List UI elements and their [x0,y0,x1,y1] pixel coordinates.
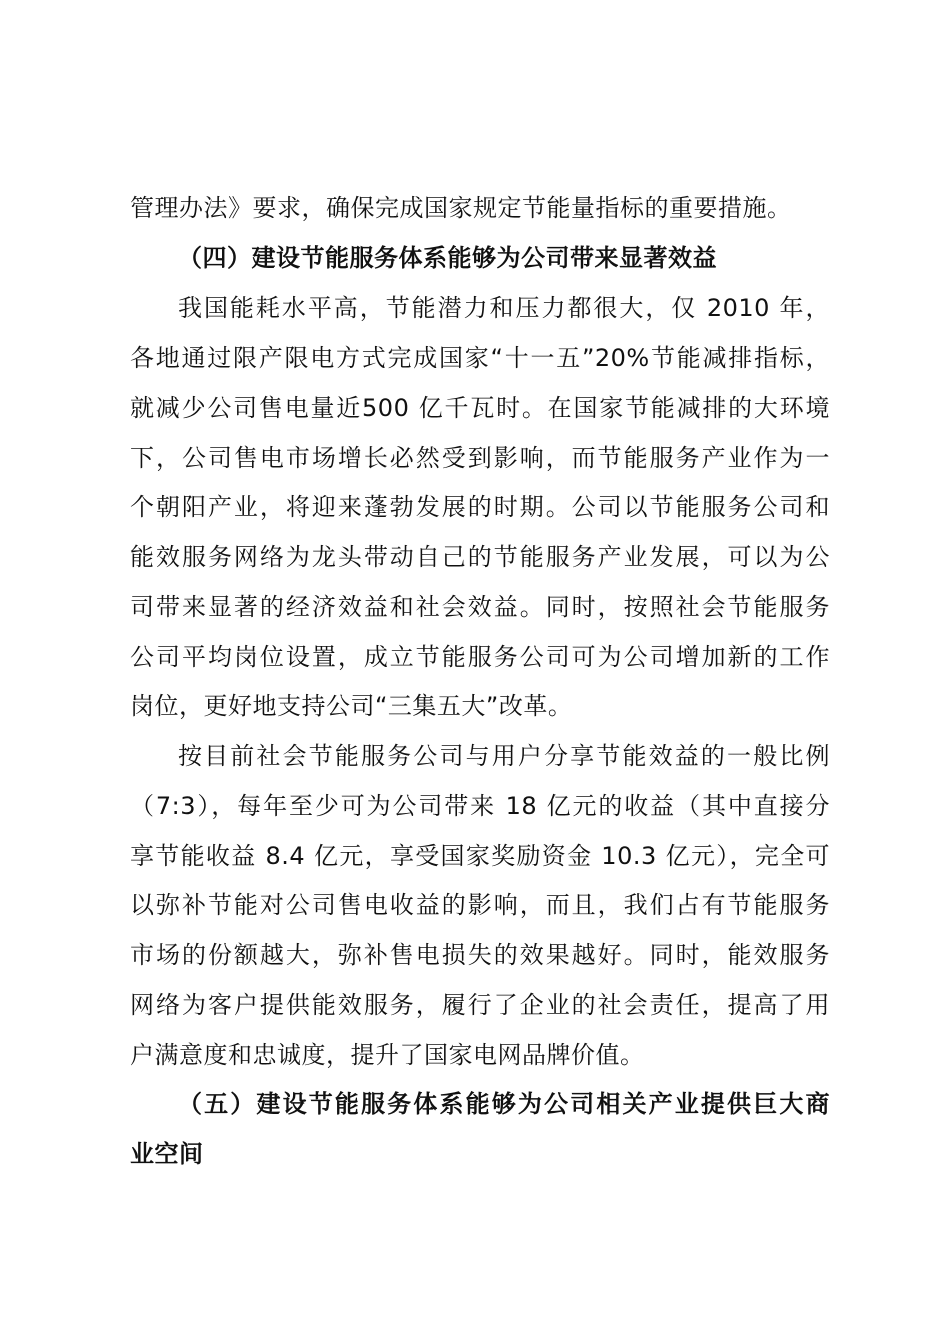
paragraph-line: 管理办法》要求，确保完成国家规定节能量指标的重要措施。 [130,194,792,222]
section-heading-5: （五）建设节能服务体系能够为公司相关产业提供巨大商 [178,1090,830,1118]
paragraph-line: 以弥补节能对公司售电收益的影响，而且，我们占有节能服务 [130,891,830,919]
paragraph-line: 享节能收益 8.4 亿元，享受国家奖励资金 10.3 亿元），完全可 [130,842,830,870]
paragraph-line: 网络为客户提供能效服务，履行了企业的社会责任，提高了用 [130,991,830,1019]
paragraph-line: 按目前社会节能服务公司与用户分享节能效益的一般比例 [178,742,830,770]
paragraph-line: 个朝阳产业，将迎来蓬勃发展的时期。公司以节能服务公司和 [130,493,830,521]
section-heading-5-continued: 业空间 [130,1140,204,1168]
paragraph-line: 我国能耗水平高，节能潜力和压力都很大，仅 2010 年， [178,294,830,322]
paragraph-line: 市场的份额越大，弥补售电损失的效果越好。同时，能效服务 [130,941,830,969]
paragraph-line: 户满意度和忠诚度，提升了国家电网品牌价值。 [130,1041,645,1069]
paragraph-line: 能效服务网络为龙头带动自己的节能服务产业发展，可以为公 [130,543,830,571]
paragraph-line: （7:3），每年至少可为公司带来 18 亿元的收益（其中直接分 [130,792,830,820]
paragraph-line: 岗位，更好地支持公司“三集五大”改革。 [130,692,573,720]
paragraph-line: 下，公司售电市场增长必然受到影响，而节能服务产业作为一 [130,444,830,472]
paragraph-line: 公司平均岗位设置，成立节能服务公司可为公司增加新的工作 [130,643,830,671]
paragraph-line: 就减少公司售电量近500 亿千瓦时。在国家节能减排的大环境 [130,394,830,422]
section-heading-4: （四）建设节能服务体系能够为公司带来显著效益 [178,244,717,272]
paragraph-line: 司带来显著的经济效益和社会效益。同时，按照社会节能服务 [130,593,830,621]
paragraph-line: 各地通过限产限电方式完成国家“十一五”20%节能减排指标， [130,344,830,372]
